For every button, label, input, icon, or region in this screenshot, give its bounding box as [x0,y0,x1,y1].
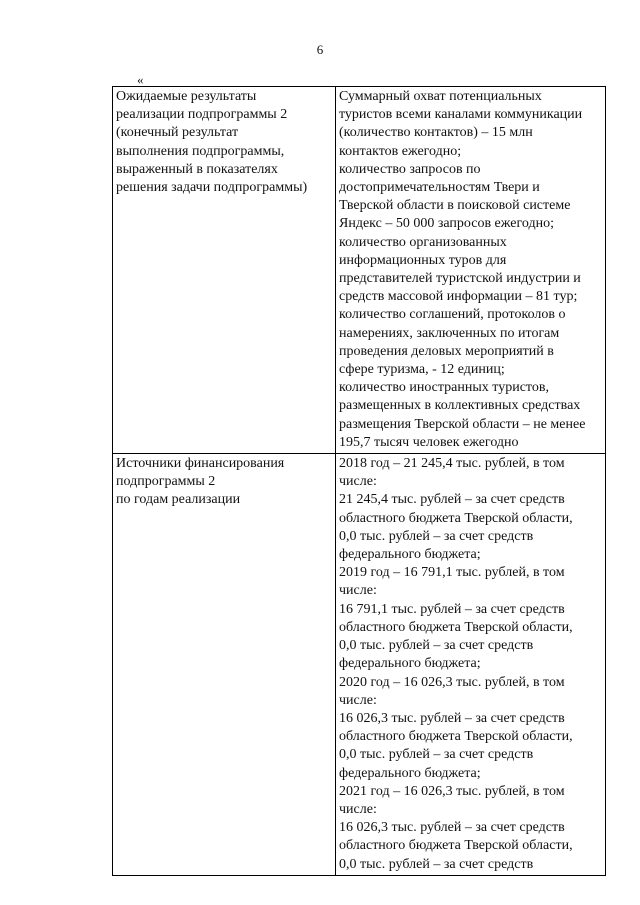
value-line: числе: [339,801,377,817]
value-line: размещения Тверской области – не менее [339,416,586,432]
value-line: числе: [339,692,377,708]
value-line: 0,0 тыс. рублей – за счет средств [339,747,534,763]
value-line: 21 245,4 тыс. рублей – за счет средств [339,492,565,508]
page-number: 6 [316,42,324,57]
value-line: 0,0 тыс. рублей – за счет средств [339,528,534,544]
value-line: 2018 год – 21 245,4 тыс. рублей, в том [339,456,565,472]
row-value-cell [336,454,606,876]
value-line: 195,7 тысяч человек ежегодно [339,434,519,450]
value-line: федерального бюджета; [339,765,481,781]
value-line: 2019 год – 16 791,1 тыс. рублей, в том [339,565,565,581]
value-line: областного бюджета Тверской области, [339,838,573,854]
value-line: количество иностранных туристов, [339,380,549,396]
value-line: проведения деловых мероприятий в [339,343,554,359]
label-line: реализации подпрограммы 2 [116,107,288,123]
row-label-cell [113,87,336,454]
value-line: средств массовой информации – 81 тур; [339,289,578,305]
value-line: (количество контактов) – 15 млн [339,125,533,141]
value-line: областного бюджета Тверской области, [339,729,573,745]
label-line: по годам реализации [116,492,241,508]
subprogram-passport-table [112,86,606,876]
value-line: количество соглашений, протоколов о [339,307,566,323]
value-line: информационных туров для [339,252,507,268]
label-line: выполнения подпрограммы, [116,143,285,159]
value-line: сфере туризма, - 12 единиц; [339,362,505,378]
value-line: 16 791,1 тыс. рублей – за счет средств [339,601,565,617]
value-line: представителей туристской индустрии и [339,271,581,287]
value-line: федерального бюджета; [339,656,481,672]
row-label-cell [113,454,336,876]
value-line: Суммарный охват потенциальных [339,89,542,104]
value-line: 16 026,3 тыс. рублей – за счет средств [339,710,565,726]
table-body [113,87,606,876]
value-line: числе: [339,474,377,490]
value-line: Тверской области в поисковой системе [339,198,571,214]
value-line: числе: [339,583,377,599]
value-line: количество организованных [339,234,507,250]
value-line: Яндекс – 50 000 запросов ежегодно; [339,216,554,232]
row-value-cell [336,87,606,454]
label-line: выраженный в показателях [116,161,278,177]
value-line: намерениях, заключенных по итогам [339,325,560,341]
table-row [113,454,606,876]
label-line: Источники финансирования [116,456,285,472]
value-line: областного бюджета Тверской области, [339,619,573,635]
value-line: 2021 год – 16 026,3 тыс. рублей, в том [339,783,565,799]
value-line: областного бюджета Тверской области, [339,510,573,526]
value-line: 2020 год – 16 026,3 тыс. рублей, в том [339,674,565,690]
table-row [113,87,606,454]
value-line: размещенных в коллективных средствах [339,398,581,414]
value-line: 0,0 тыс. рублей – за счет средств [339,856,534,872]
label-line: (конечный результат [116,125,239,141]
value-line: федерального бюджета; [339,547,481,563]
label-line: решения задачи подпрограммы) [116,180,308,196]
value-line: контактов ежегодно; [339,143,462,159]
value-line: 0,0 тыс. рублей – за счет средств [339,638,534,654]
label-line: Ожидаемые результаты [116,89,257,104]
value-line: количество запросов по [339,161,481,177]
opening-quote-mark: « [137,72,144,87]
value-line: достопримечательностям Твери и [339,180,540,196]
value-line: туристов всеми каналами коммуникации [339,107,583,123]
label-line: подпрограммы 2 [116,474,216,490]
value-line: 16 026,3 тыс. рублей – за счет средств [339,820,565,836]
